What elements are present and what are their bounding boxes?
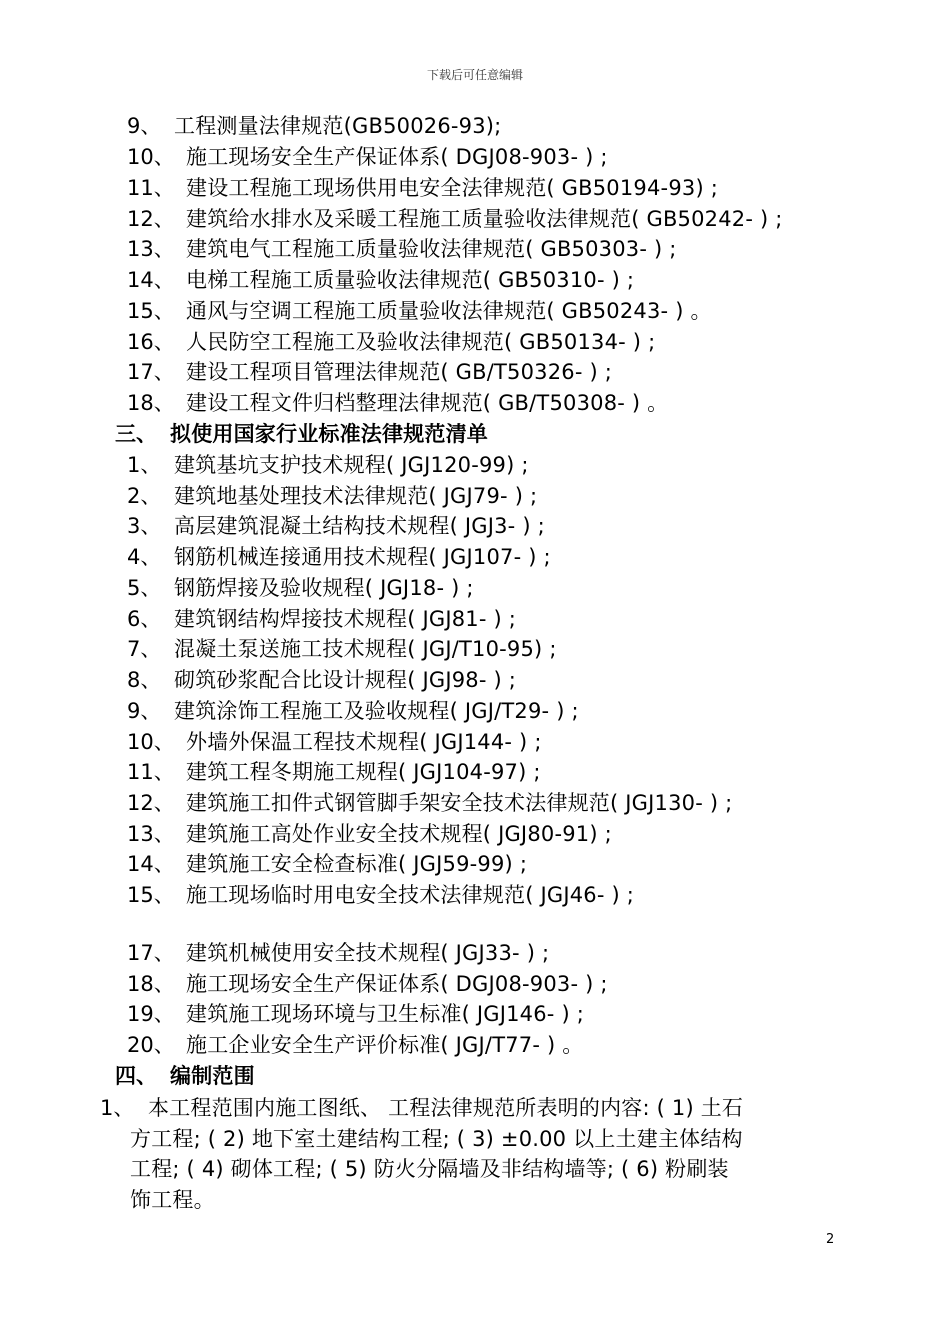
- item-number: 18、: [127, 972, 175, 996]
- item-text: 外墙外保温工程技术规程( JGJ144- ) ;: [186, 730, 542, 754]
- item-number: 10、: [127, 145, 175, 169]
- item-text: 建筑基坑支护技术规程( JGJ120-99) ;: [174, 453, 529, 477]
- item-text: 建筑涂饰工程施工及验收规程( JGJ/T29- ) ;: [174, 699, 579, 723]
- item-number: 1、: [127, 453, 162, 477]
- item-number: 17、: [127, 360, 175, 384]
- item-text: 建筑施工高处作业安全技术规程( JGJ80-91) ;: [186, 822, 612, 846]
- item-number: 9、: [127, 699, 162, 723]
- item-text: 施工现场安全生产保证体系( DGJ08-903- ) ;: [186, 972, 608, 996]
- item-text: 砌筑砂浆配合比设计规程( JGJ98- ) ;: [174, 668, 517, 692]
- item-number: 13、: [127, 237, 175, 261]
- item-text: 建筑电气工程施工质量验收法律规范( GB50303- ) ;: [186, 237, 677, 261]
- item-text: 建筑工程冬期施工规程( JGJ104-97) ;: [186, 760, 541, 784]
- item-text: 建筑机械使用安全技术规程( JGJ33- ) ;: [186, 941, 550, 965]
- item-number: 15、: [127, 883, 175, 907]
- item-text: 钢筋焊接及验收规程( JGJ18- ) ;: [174, 576, 474, 600]
- paragraph-text: 饰工程。: [130, 1188, 215, 1212]
- item-number: 12、: [127, 207, 175, 231]
- item-text: 混凝土泵送施工技术规程( JGJ/T10-95) ;: [174, 637, 557, 661]
- item-number: 18、: [127, 391, 175, 415]
- item-number: 2、: [127, 484, 162, 508]
- item-text: 建筑施工安全检查标准( JGJ59-99) ;: [186, 852, 528, 876]
- item-text: 建筑钢结构焊接技术规程( JGJ81- ) ;: [174, 607, 517, 631]
- item-number: 16、: [127, 330, 175, 354]
- item-text: 建筑给水排水及采暖工程施工质量验收法律规范( GB50242- ) ;: [186, 207, 783, 231]
- item-number: 4、: [127, 545, 162, 569]
- section-title: 编制范围: [170, 1064, 255, 1088]
- item-text: 工程测量法律规范(GB50026-93);: [174, 114, 502, 138]
- item-text: 通风与空调工程施工质量验收法律规范( GB50243- ) 。: [186, 299, 712, 323]
- item-number: 20、: [127, 1033, 175, 1057]
- item-number: 17、: [127, 941, 175, 965]
- item-text: 建设工程项目管理法律规范( GB/T50326- ) ;: [186, 360, 613, 384]
- item-number: 11、: [127, 760, 175, 784]
- item-text: 人民防空工程施工及验收法律规范( GB50134- ) ;: [186, 330, 656, 354]
- item-text: 建筑地基处理技术法律规范( JGJ79- ) ;: [174, 484, 538, 508]
- item-number: 6、: [127, 607, 162, 631]
- item-text: 高层建筑混凝土结构技术规程( JGJ3- ) ;: [174, 514, 545, 538]
- section-title: 拟使用国家行业标准法律规范清单: [170, 422, 488, 446]
- item-number: 11、: [127, 176, 175, 200]
- item-number: 14、: [127, 268, 175, 292]
- item-number: 5、: [127, 576, 162, 600]
- item-number: 10、: [127, 730, 175, 754]
- item-text: 建设工程施工现场供用电安全法律规范( GB50194-93) ;: [186, 176, 718, 200]
- item-number: 7、: [127, 637, 162, 661]
- item-number: 8、: [127, 668, 162, 692]
- item-text: 建筑施工现场环境与卫生标准( JGJ146- ) ;: [186, 1002, 585, 1026]
- item-text: 建设工程文件归档整理法律规范( GB/T50308- ) 。: [186, 391, 669, 415]
- paragraph-text: 工程; ( 4) 砌体工程; ( 5) 防火分隔墙及非结构墙等; ( 6) 粉刷装: [130, 1157, 729, 1181]
- item-number: 3、: [127, 514, 162, 538]
- item-text: 施工企业安全生产评价标准( JGJ/T77- ) 。: [186, 1033, 584, 1057]
- item-number: 12、: [127, 791, 175, 815]
- section-number: 四、: [115, 1064, 157, 1088]
- paragraph-text: 本工程范围内施工图纸、 工程法律规范所表明的内容: ( 1) 土石: [148, 1096, 744, 1120]
- paragraph-text: 方工程; ( 2) 地下室土建结构工程; ( 3) ±0.00 以上土建主体结构: [130, 1127, 743, 1151]
- item-text: 施工现场临时用电安全技术法律规范( JGJ46- ) ;: [186, 883, 635, 907]
- item-number: 9、: [127, 114, 162, 138]
- section-number: 三、: [115, 422, 157, 446]
- item-text: 建筑施工扣件式钢管脚手架安全技术法律规范( JGJ130- ) ;: [186, 791, 733, 815]
- item-number: 14、: [127, 852, 175, 876]
- paragraph-number: 1、: [100, 1096, 135, 1120]
- item-number: 15、: [127, 299, 175, 323]
- item-number: 19、: [127, 1002, 175, 1026]
- item-text: 电梯工程施工质量验收法律规范( GB50310- ) ;: [186, 268, 635, 292]
- item-text: 施工现场安全生产保证体系( DGJ08-903- ) ;: [186, 145, 608, 169]
- page-number: 2: [826, 1232, 835, 1247]
- page-header: 下载后可任意编辑: [426, 68, 523, 82]
- item-text: 钢筋机械连接通用技术规程( JGJ107- ) ;: [174, 545, 551, 569]
- item-number: 13、: [127, 822, 175, 846]
